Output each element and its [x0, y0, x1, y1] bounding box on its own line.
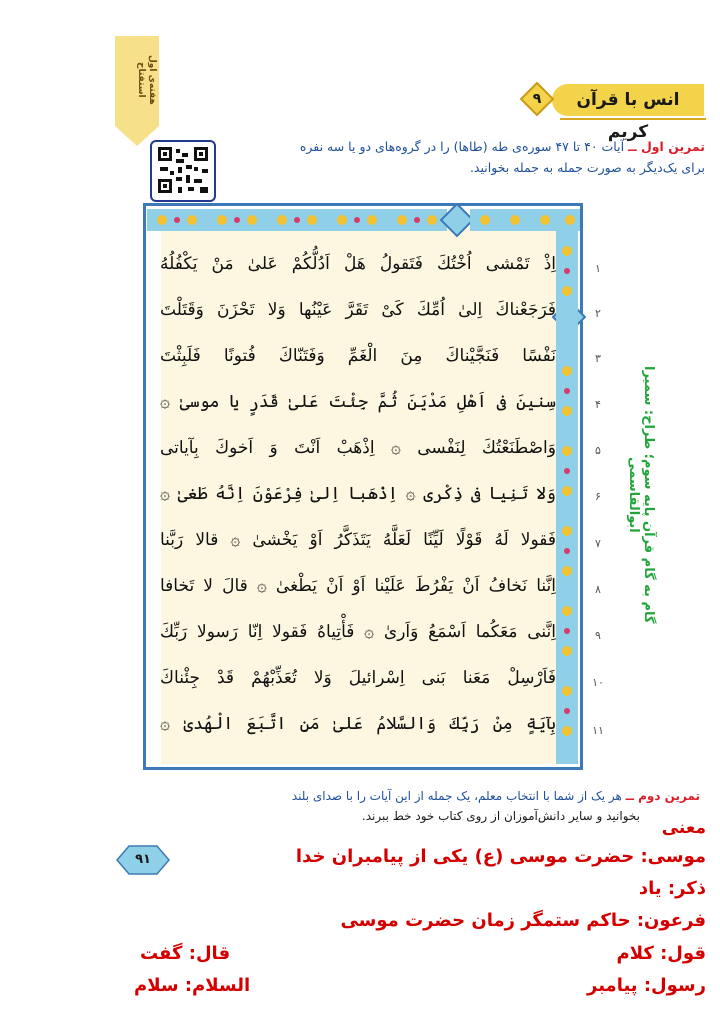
- verse-line: اِنَّنا نَخافُ اَنْ يَفْرُطَ عَلَیْنا اَوْ اَنْ يَطْغیٰ ۞ قالَ لا تَخافا: [160, 576, 556, 596]
- verse-number: ۵: [595, 444, 601, 457]
- verse-number: ۱۰: [592, 676, 604, 689]
- verse-line: نَفْسًا فَنَجَّیْناكَ مِنَ الْغَمِّ وَفَتَنّاكَ فُتونًا فَلَبِثْتَ: [160, 346, 556, 366]
- top-ornament-band-right: [470, 209, 580, 231]
- verse-line: وَلا تَنِیا فی ذِكْری ۞ اِذْهَبا اِلیٰ فِرْعَوْنَ اِنَّهُ طَغیٰ ۞: [160, 484, 556, 504]
- exercise-two-text-1: هر یک از شما با انتخاب معلم، یک جمله از این آیات را با صدای بلند: [291, 789, 626, 803]
- verse-line: اِنَّنی مَعَكُما اَسْمَعُ وَاَریٰ ۞ فَأْتِیاهُ فَقولا اِنّا رَسولا رَبِّكَ: [160, 622, 556, 642]
- glossary-item: قول: کلام: [616, 943, 706, 964]
- verse-line: سِنینَ فی اَهْلِ مَدْیَنَ ثُمَّ جِئْتَ عَلیٰ قَدَرٍ یا موسیٰ ۞: [160, 392, 556, 412]
- glossary-heading: معنی: [661, 818, 706, 838]
- lesson-number: ۹: [532, 91, 542, 107]
- verse-line: فَقولا لَهُ قَوْلًا لَیِّنًا لَعَلَّهُ يَتَذَكَّرُ اَوْ يَخْشیٰ ۞ قالا رَبَّنا: [160, 530, 556, 550]
- verse-number: ۸: [595, 583, 601, 596]
- verse-line: بِآیَةٍ مِنْ رَبِّكَ وَالسَّلامُ عَلیٰ مَنِ اتَّبَعَ الْهُدیٰ ۞: [160, 714, 556, 734]
- exercise-one: [290, 136, 705, 178]
- glossary-item-left: السلام: سلام: [134, 975, 251, 996]
- exercise-two-title: تمرین دوم ــ: [625, 789, 700, 803]
- qr-code-icon[interactable]: [150, 140, 216, 202]
- verse-line: فَرَجَعْناكَ اِلیٰ اُمِّكَ كَیْ تَقَرَّ عَیْنُها وَلا تَحْزَنَ وَقَتَلْتَ: [160, 300, 556, 320]
- side-ornament-band: [556, 231, 578, 764]
- glossary-item: رسول: پیامبر: [587, 975, 706, 996]
- frame-corner-diamond-icon: [440, 203, 474, 237]
- verse-number: ۳: [595, 352, 601, 365]
- verse-number: ۱: [595, 262, 601, 275]
- verse-line: فَاَرْسِلْ مَعَنا بَنی اِسْرائیلَ وَلا تُعَذِّبْهُمْ قَدْ جِئْناكَ: [160, 668, 556, 688]
- week-label: هفته‌ی اول استفتاح: [135, 55, 157, 105]
- exercise-one-text: آیات ۴۰ تا ۴۷ سوره‌ی طه (طاها) را در گروه‌های دو یا سه نفره برای یک‌دیگر به صورت جمله به جمله بخوانید.: [299, 139, 705, 175]
- verse-number: ۶: [595, 490, 601, 503]
- sidebar-credit: گام به گام قرآن پایه سوم؛ طراح: سمیرا ابوالقاسمی: [626, 366, 656, 624]
- exercise-two-text-2: بخوانید و سایر دانش‌آموزان از روی کتاب خود خط ببرند.: [361, 809, 640, 823]
- verse-number: ۲: [595, 307, 601, 320]
- verse-line: اِذْ تَمْشی اُخْتُكَ فَتَقولُ هَلْ اَدُلُّكُمْ عَلیٰ مَنْ يَكْفُلُهُ: [160, 254, 556, 274]
- glossary-item-left: قال: گفت: [140, 943, 231, 964]
- verse-number: ۷: [595, 537, 601, 550]
- exercise-two: [230, 786, 700, 826]
- verse-number: ۹: [595, 629, 601, 642]
- glossary-item: فرعون: حاکم ستمگر زمان حضرت موسی: [340, 910, 706, 931]
- glossary-item: ذکر: یاد: [638, 878, 706, 899]
- top-ornament-band: [147, 209, 447, 231]
- verse-number: ۴: [595, 398, 601, 411]
- verse-line: وَاصْطَنَعْتُكَ لِنَفْسی ۞ اِذْهَبْ اَنْتَ وَ اَخوكَ بِآیاتی: [160, 438, 556, 458]
- header-rule: [560, 118, 706, 120]
- header-title: انس با قرآن کریم: [576, 90, 680, 142]
- exercise-one-title: تمرین اول ــ: [628, 139, 705, 154]
- glossary-item: موسی: حضرت موسی (ع) یکی از پیامبران خدا: [295, 846, 706, 867]
- verse-number: ۱۱: [592, 724, 604, 737]
- page-number: ۹۱: [135, 852, 151, 867]
